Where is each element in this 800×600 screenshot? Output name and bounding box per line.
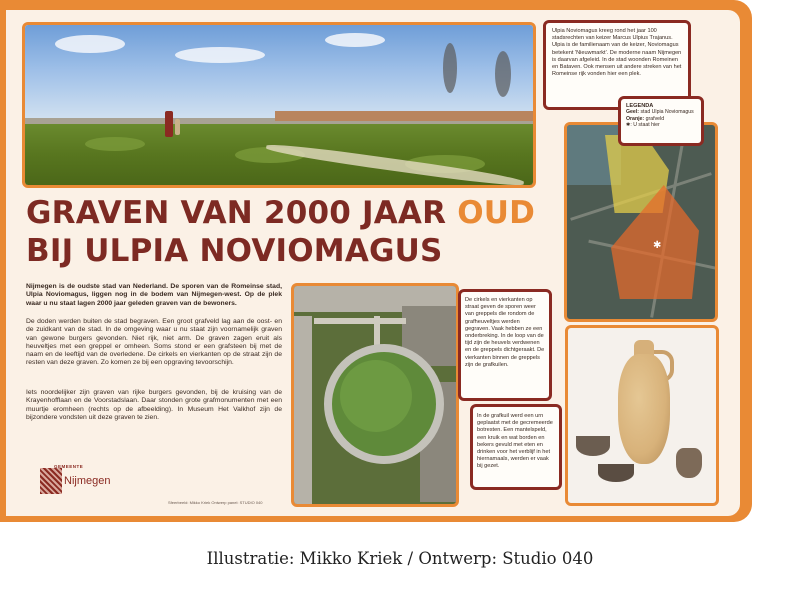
aerial-green-center [340, 360, 412, 432]
ulpia-info-text: Ulpia Noviomagus kreeg rond het jaar 100 stadsrechten van keizer Marcus Ulpius Trajanus. Ulpia is de familienaam van de keizer, Noviomagus betekent 'Nieuwmarkt'. De moderne naam Nijmegen is daarvan afgeleid. In de stad woonden Romeinen en Bataven. Ook mensen uit andere streken van het Romeinse rijk vonden hier een plek. [552, 28, 682, 78]
panel-credit: Sfeerbeeld: Mikko Kriek Ontwerp panel: STUDIO 040 [168, 500, 263, 505]
you-are-here-icon: ✱ [653, 240, 662, 251]
legend-row-orange [626, 116, 696, 123]
hero-figure [165, 111, 173, 137]
hero-city-buildings [275, 111, 533, 121]
legend-title: LEGENDA [626, 103, 654, 109]
aerial-road [314, 318, 406, 324]
legend-yellow-text: stad Ulpia Noviomagus [640, 109, 694, 115]
urn-cup [676, 448, 702, 478]
legend-here-text: : U staat hier [630, 122, 660, 129]
hero-cloud [175, 47, 265, 63]
legend-row-here [626, 122, 696, 129]
body-paragraph-rich-graves: Iets noordelijker zijn graven van rijke burgers gevonden, bij de kruising van de Krayenhofflaan en de Voorstadslaan. Daar stonden grote grafmonumenten met een muurtje eromheen (rechts op de afbeelding). In Museum Het Valkhof zijn de bijzondere vondsten uit deze graven te zien. [26, 389, 282, 421]
image-caption: Illustratie: Mikko Kriek / Ontwerp: Studio 040 [206, 549, 594, 568]
hero-smoke [495, 51, 511, 97]
title-line2: BIJ ULPIA NOVIOMAGUS [26, 233, 443, 269]
page-title [26, 194, 535, 270]
logo-city-text: Nijmegen [64, 475, 111, 487]
legend-yellow-label: Geel: [626, 109, 639, 115]
site-map [564, 122, 718, 322]
circles-info-box [458, 289, 552, 401]
legend-orange-label: Oranje: [626, 115, 645, 122]
map-legend [618, 96, 704, 146]
hero-grave-mound [85, 137, 145, 151]
gemeente-nijmegen-logo [40, 464, 120, 498]
circles-info-text: De cirkels en vierkanten op straat geven de sporen weer van greppels die rondom de grafheuveltjes werden gegraven. Vaak hebben ze een onderbreking. In de loop van de tijd zijn de heuvels verdwenen en de greppels dichtgeraakt. De vierkanten binnen de greppels zijn de grafkuilen. [465, 297, 545, 368]
legend-row-yellow [626, 109, 696, 116]
grafkuil-info-text: In de grafkuil werd een urn geplaatst met de gecremeerde botresten. Een mantelspeld, een kruik en wat borden en bekers gevuld met eten en drinken voor het verblijf in het hiernamaals, werden er vaak bij gezet. [477, 413, 553, 470]
hero-illustration [22, 22, 536, 188]
hero-figure [175, 119, 180, 135]
intro-paragraph: Nijmegen is de oudste stad van Nederland. De sporen van de Romeinse stad, Ulpia Noviomagus, liggen nog in de bodem van Nijmegen-west. Op de plek waar u nu staat lagen 2000 jaar geleden graven van de bewoners. [26, 283, 282, 307]
title-line1-accent: OUD [457, 195, 536, 231]
aerial-photo [291, 283, 459, 507]
hero-cloud [55, 35, 125, 53]
urn-jug [618, 354, 670, 464]
title-line1-dark: GRAVEN VAN 2000 JAAR [26, 195, 447, 231]
aerial-buildings [294, 316, 312, 506]
body-paragraph-graves: De doden werden buiten de stad begraven. Een groot grafveld lag aan de oost- en de zuidkant van de stad. In de omgeving waar u nu staat zijn voornamelijk graven van gewone burgers gevonden. Niet rijk, niet arm. De graven zagen eruit als heuveltjes met een greppel er omheen. Soms stond er een grafsteen bij met de naam en de leeftijd van de overledene. De cirkels en vierkanten op de straat zijn de resten van deze graven. Zo komen ze bij een opgraving tevoorschijn. [26, 318, 282, 367]
urn-bowl [576, 436, 610, 456]
urn-bowl [598, 464, 634, 482]
hero-cloud [325, 33, 385, 47]
logo-mark [40, 468, 62, 494]
legend-orange-text: grafveld [645, 115, 665, 122]
grafkuil-info-box [470, 404, 562, 490]
urn-photo [565, 325, 719, 506]
hero-smoke [443, 43, 457, 93]
legend-star-icon: ✱ [626, 122, 631, 129]
logo-gemeente-text: GEMEENTE [54, 464, 84, 469]
